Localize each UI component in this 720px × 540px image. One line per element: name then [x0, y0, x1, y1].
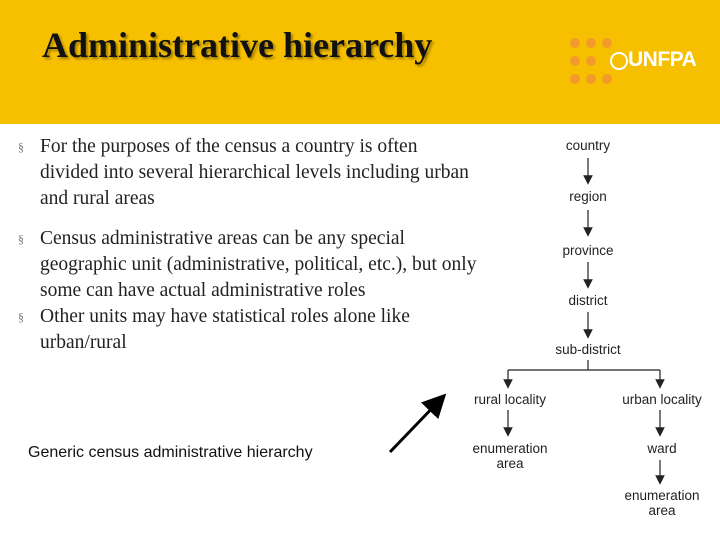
node-enumeration-area-rural-line2: area — [496, 456, 524, 471]
bullet-text: Census administrative areas can be any special geographic unit (administrative, political, etc.), but only some can have actual administrative roles — [40, 228, 477, 301]
node-enumeration-area-rural-line1: enumeration — [472, 441, 548, 456]
node-urban-locality: urban locality — [622, 392, 702, 407]
node-district: district — [568, 293, 608, 308]
node-enumeration-area-urban-line2: area — [648, 503, 676, 518]
bullet-text: Other units may have statistical roles alone like urban/rural — [40, 306, 410, 353]
node-region: region — [569, 189, 607, 204]
node-rural-locality: rural locality — [473, 392, 547, 407]
bullet-marker: § — [18, 140, 24, 154]
bullet-marker: § — [18, 232, 24, 246]
node-sub-district: sub-district — [555, 342, 621, 357]
bullet-marker: § — [18, 310, 24, 324]
bullet-text: For the purposes of the census a country is often divided into several hierarchical levels including urban and rural areas — [40, 136, 469, 209]
node-enumeration-area-urban-line1: enumeration — [624, 488, 700, 503]
node-country: country — [565, 138, 611, 153]
page-title: Administrative hierarchy — [42, 25, 433, 65]
diagram-caption: Generic census administrative hierarchy — [28, 444, 313, 461]
node-ward: ward — [647, 441, 677, 456]
node-province: province — [562, 243, 614, 258]
logo-text: UNFPA — [628, 48, 697, 71]
pointer-arrow — [390, 400, 440, 452]
